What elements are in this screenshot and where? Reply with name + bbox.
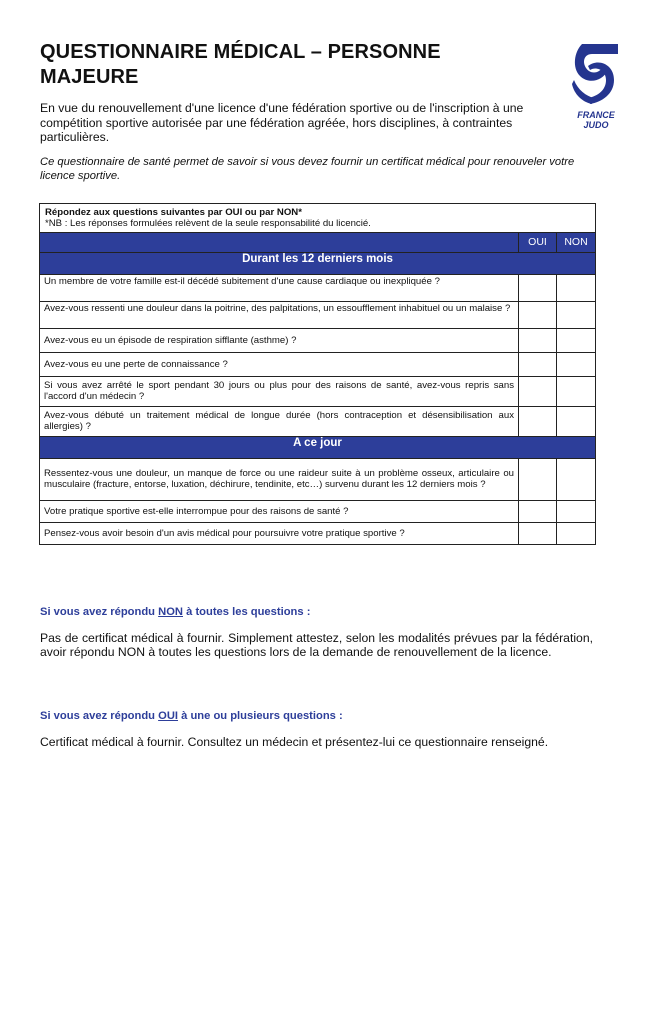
- result-non-heading-before: Si vous avez répondu: [40, 606, 159, 618]
- page-title: QUESTIONNAIRE MÉDICAL – PERSONNE MAJEURE: [40, 41, 441, 88]
- result-oui-heading-before: Si vous avez répondu: [40, 710, 159, 722]
- question-text: Avez-vous eu une perte de connaissance ?: [40, 352, 519, 376]
- question-text: Avez-vous débuté un traitement médical de longue durée (hors contraception et désensibilisation aux allergies) ?: [40, 406, 519, 436]
- question-row: [40, 352, 596, 376]
- answer-oui-cell[interactable]: [519, 328, 557, 352]
- intro-paragraph: En vue du renouvellement d'une licence d'une fédération sportive ou de l'inscription à une compétition sportive autorisée par une fédération agréée, hors disciplines, à contraintes particulières.: [40, 101, 524, 145]
- section-header-row: [40, 436, 596, 458]
- result-non-heading-after: à toutes les questions :: [183, 606, 311, 618]
- column-header-row: [40, 232, 596, 252]
- question-text: Votre pratique sportive est-elle interrompue pour des raisons de santé ?: [40, 500, 519, 522]
- nb-text: *NB : Les réponses formulées relèvent de la seule responsabilité du licencié.: [45, 218, 371, 230]
- answer-oui-cell[interactable]: [519, 406, 557, 436]
- logo-text-judo: JUDO: [583, 120, 609, 130]
- question-row: [40, 406, 596, 436]
- answer-oui-cell[interactable]: [519, 274, 557, 301]
- question-row: [40, 328, 596, 352]
- answer-non-cell[interactable]: [557, 458, 596, 500]
- question-text: Avez-vous eu un épisode de respiration sifflante (asthme) ?: [40, 328, 519, 352]
- column-header-oui: OUI: [519, 232, 557, 252]
- question-text: Ressentez-vous une douleur, un manque de force ou une raideur suite à un problème osseux, articulaire ou musculaire (fracture, entorse, luxation, déchirure, tendinite, etc…) survenu durant les 12 derniers mois ?: [40, 458, 519, 500]
- question-row: [40, 458, 596, 500]
- result-non-heading: [40, 606, 310, 618]
- result-non-body: Pas de certificat médical à fournir. Simplement attestez, selon les modalités prévues par la fédération, avoir répondu NON à toutes les questions lors de la demande de renouvellement de la licence.: [40, 631, 593, 660]
- france-judo-logo: [568, 40, 624, 130]
- question-row: [40, 376, 596, 406]
- result-oui-heading: [40, 710, 343, 722]
- questionnaire-table: [39, 203, 596, 545]
- question-text: Si vous avez arrêté le sport pendant 30 jours ou plus pour des raisons de santé, avez-vous repris sans l'accord d'un médecin ?: [40, 376, 519, 406]
- table-header-row: [40, 204, 596, 233]
- answer-non-cell[interactable]: [557, 352, 596, 376]
- column-header-blank: [40, 232, 519, 252]
- section-title: A ce jour: [40, 436, 596, 458]
- instructions-cell: [40, 204, 596, 233]
- question-row: [40, 522, 596, 544]
- answer-oui-cell[interactable]: [519, 500, 557, 522]
- question-text: Avez-vous ressenti une douleur dans la poitrine, des palpitations, un essoufflement inhabituel ou un malaise ?: [40, 301, 519, 328]
- question-text: Un membre de votre famille est-il décédé subitement d'une cause cardiaque ou inexpliquée ?: [40, 274, 519, 301]
- column-header-non: NON: [557, 232, 596, 252]
- note-paragraph: Ce questionnaire de santé permet de savoir si vous devez fournir un certificat médical pour renouveler votre licence sportive.: [40, 156, 575, 182]
- answer-non-cell[interactable]: [557, 274, 596, 301]
- answer-non-cell[interactable]: [557, 500, 596, 522]
- result-oui-keyword: OUI: [158, 710, 179, 722]
- question-text: Pensez-vous avoir besoin d'un avis médical pour poursuivre votre pratique sportive ?: [40, 522, 519, 544]
- answer-non-cell[interactable]: [557, 328, 596, 352]
- logo-text-france: FRANCE: [577, 110, 615, 120]
- answer-non-cell[interactable]: [557, 522, 596, 544]
- result-oui-body: Certificat médical à fournir. Consultez un médecin et présentez-lui ce questionnaire renseigné.: [40, 735, 549, 749]
- answer-non-cell[interactable]: [557, 301, 596, 328]
- question-row: [40, 500, 596, 522]
- section-title: Durant les 12 derniers mois: [40, 252, 596, 274]
- result-oui-heading-after: à une ou plusieurs questions :: [178, 710, 343, 722]
- answer-oui-cell[interactable]: [519, 352, 557, 376]
- section-header-row: [40, 252, 596, 274]
- answer-oui-cell[interactable]: [519, 458, 557, 500]
- answer-non-cell[interactable]: [557, 376, 596, 406]
- result-non-keyword: NON: [158, 606, 183, 618]
- answer-oui-cell[interactable]: [519, 522, 557, 544]
- judoka-swirl-icon: [568, 40, 624, 106]
- answer-oui-cell[interactable]: [519, 301, 557, 328]
- answer-non-cell[interactable]: [557, 406, 596, 436]
- answer-oui-cell[interactable]: [519, 376, 557, 406]
- instruction-text: Répondez aux questions suivantes par OUI ou par NON*: [45, 207, 302, 218]
- question-row: [40, 301, 596, 328]
- question-row: [40, 274, 596, 301]
